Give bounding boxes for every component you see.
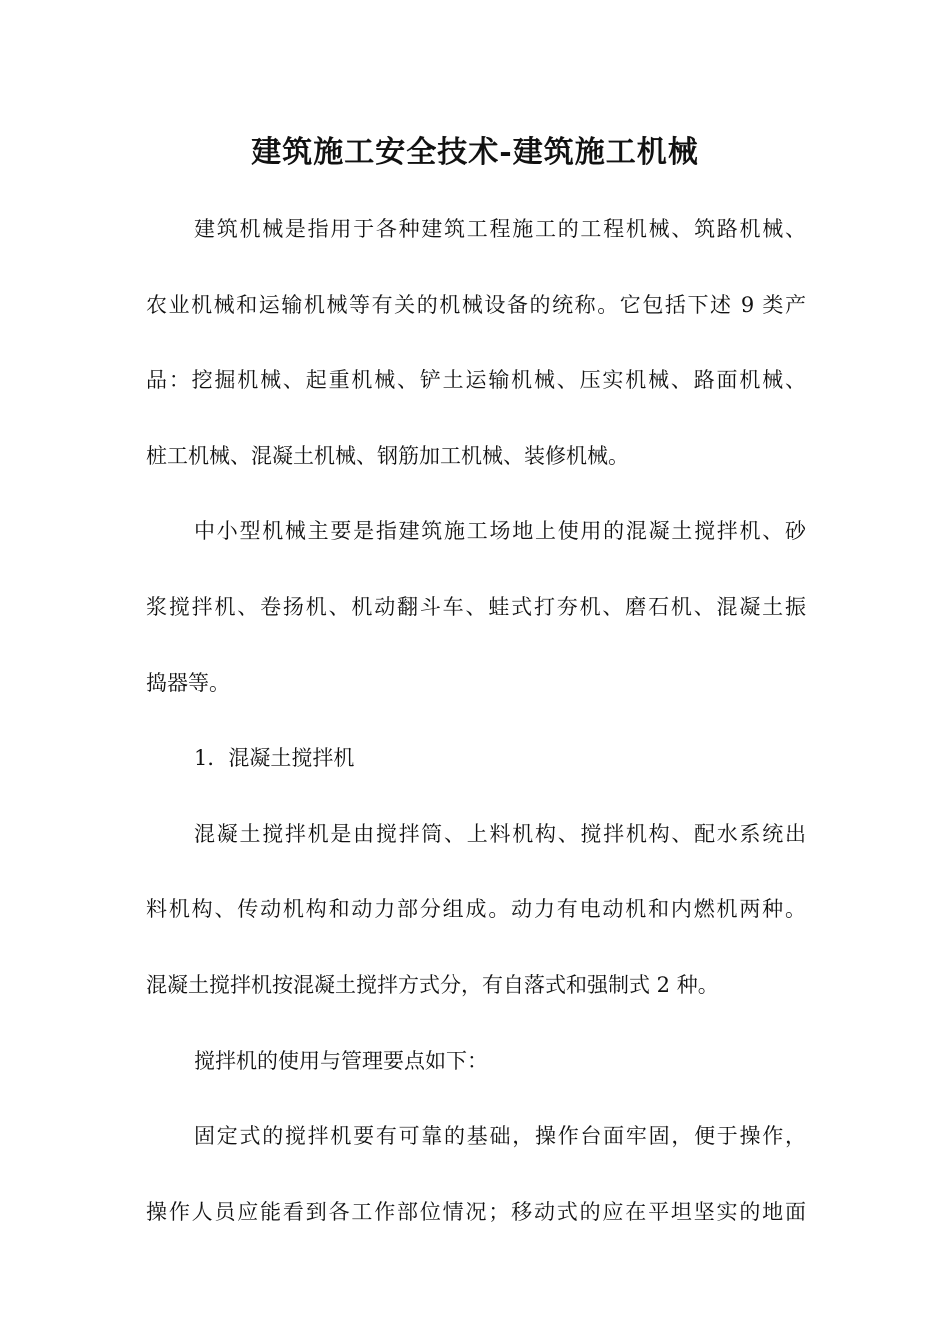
text-line: 混凝土搅拌机按混凝土搅拌方式分，有自落式和强制式 2 种。 <box>146 972 719 997</box>
text-line: 中小型机械主要是指建筑施工场地上使用的混凝土搅拌机、砂 <box>194 519 806 544</box>
document-title: 建筑施工安全技术-建筑施工机械 <box>251 135 699 170</box>
text-line: 料机构、传动机构和动力部分组成。动力有电动机和内燃机两种。 <box>146 897 806 922</box>
text-line: 搅拌机的使用与管理要点如下： <box>194 1048 488 1073</box>
text-line: 固定式的搅拌机要有可靠的基础，操作台面牢固，便于操作， <box>194 1124 806 1149</box>
text-line: 1．混凝土搅拌机 <box>194 746 355 771</box>
text-line: 操作人员应能看到各工作部位情况；移动式的应在平坦坚实的地面 <box>146 1199 806 1224</box>
text-line: 农业机械和运输机械等有关的机械设备的统称。它包括下述 9 类产 <box>146 292 806 317</box>
text-line: 捣器等。 <box>146 670 230 695</box>
text-line: 浆搅拌机、卷扬机、机动翻斗车、蛙式打夯机、磨石机、混凝土振 <box>146 594 806 619</box>
text-line: 桩工机械、混凝土机械、钢筋加工机械、装修机械。 <box>146 443 629 468</box>
text-line: 混凝土搅拌机是由搅拌筒、上料机构、搅拌机构、配水系统出 <box>194 821 806 846</box>
text-line: 建筑机械是指用于各种建筑工程施工的工程机械、筑路机械、 <box>194 217 806 241</box>
text-line: 品：挖掘机械、起重机械、铲土运输机械、压实机械、路面机械、 <box>146 368 806 393</box>
document-body <box>146 192 806 1250</box>
